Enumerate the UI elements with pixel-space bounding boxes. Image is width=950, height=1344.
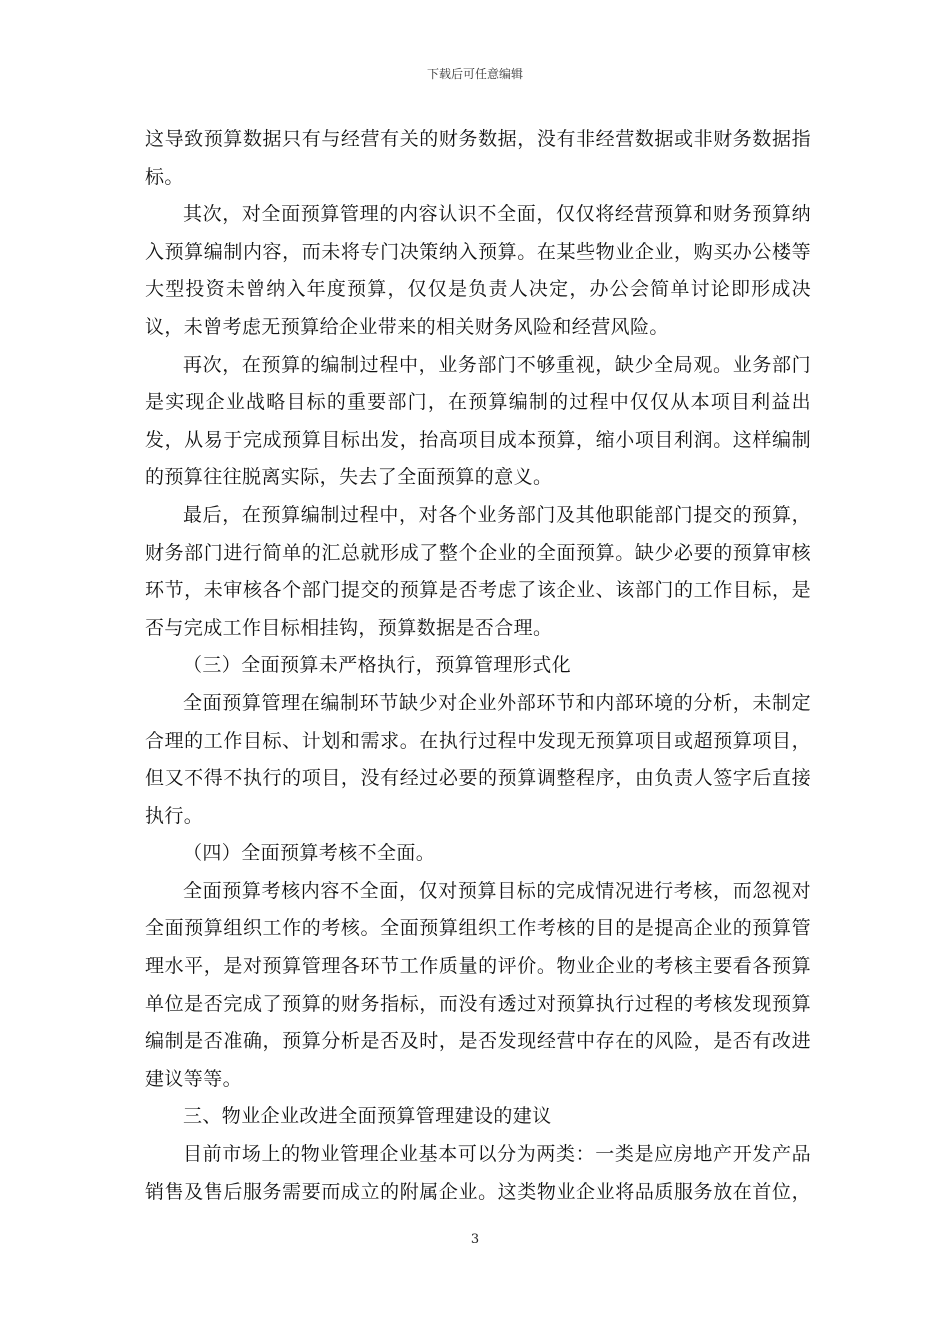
page-header: 下载后可任意编辑 [426,67,523,81]
paragraph-continuation: 这导致预算数据只有与经营有关的财务数据，没有非经营数据或非财务数据指标。 [145,128,811,188]
paragraph-assessment: 全面预算考核内容不全面，仅对预算目标的完成情况进行考核，而忽视对全面预算组织工作的考核。全面预算组织工作考核的目的是提高企业的预算管理水平，是对预算管理各环节工作质量的评价。物业企业的考核主要看各预算单位是否完成了预算的财务指标，而没有透过对预算执行过程的考核发现预算编制是否准确，预算分析是否及时，是否发现经营中存在的风险，是否有改进建议等等。 [145,879,811,1090]
document-body [145,121,811,1211]
chapter-heading-suggestions: 三、物业企业改进全面预算管理建设的建议 [183,1105,552,1128]
section-heading-4: （四）全面预算考核不全面。 [183,842,436,865]
paragraph-market: 目前市场上的物业管理企业基本可以分为两类：一类是应房地产开发产品销售及售后服务需要而成立的附属企业。这类物业企业将品质服务放在首位， [145,1143,811,1203]
paragraph-secondly: 其次，对全面预算管理的内容认识不全面，仅仅将经营预算和财务预算纳入预算编制内容，而未将专门决策纳入预算。在某些物业企业，购买办公楼等大型投资未曾纳入年度预算，仅仅是负责人决定，办公会简单讨论即形成决议，未曾考虑无预算给企业带来的相关财务风险和经营风险。 [145,203,811,338]
paragraph-thirdly: 再次，在预算的编制过程中，业务部门不够重视，缺少全局观。业务部门是实现企业战略目标的重要部门，在预算编制的过程中仅仅从本项目利益出发，从易于完成预算目标出发，抬高项目成本预算，缩小项目利润。这样编制的预算往往脱离实际，失去了全面预算的意义。 [145,353,811,489]
paragraph-finally: 最后，在预算编制过程中，对各个业务部门及其他职能部门提交的预算，财务部门进行简单的汇总就形成了整个企业的全面预算。缺少必要的预算审核环节，未审核各个部门提交的预算是否考虑了该企业、该部门的工作目标，是否与完成工作目标相挂钩，预算数据是否合理。 [145,503,811,639]
section-heading-3: （三）全面预算未严格执行，预算管理形式化 [183,654,572,677]
paragraph-execution: 全面预算管理在编制环节缺少对企业外部环节和内部环境的分析，未制定合理的工作目标、计划和需求。在执行过程中发现无预算项目或超预算项目，但又不得不执行的项目，没有经过必要的预算调整程序，由负责人签字后直接执行。 [145,691,811,827]
page-number: 3 [470,1232,480,1247]
